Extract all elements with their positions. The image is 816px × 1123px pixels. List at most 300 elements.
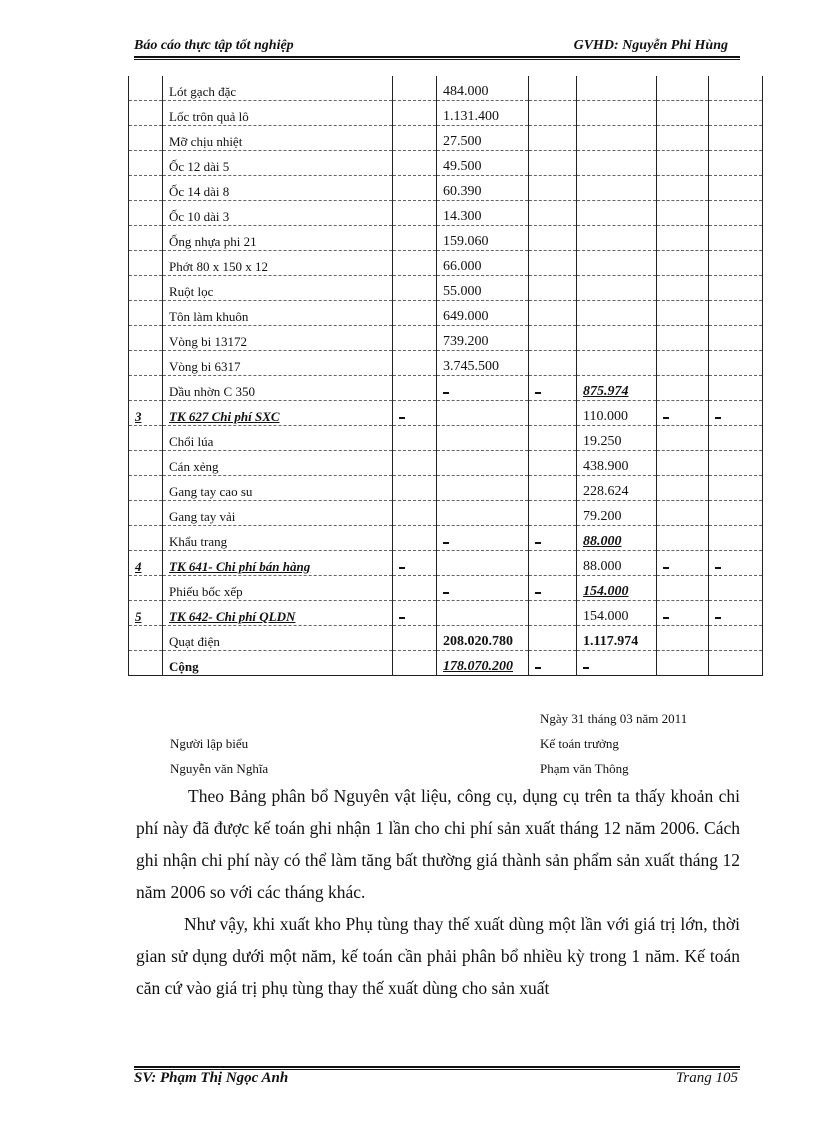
dash-mark xyxy=(399,567,405,569)
table-cell-stt xyxy=(129,476,163,501)
table-cell-c6 xyxy=(577,551,657,576)
table-cell-c5 xyxy=(529,301,577,326)
table-cell-stt xyxy=(129,126,163,151)
table-cell-stt xyxy=(129,601,163,626)
table-cell-c3 xyxy=(393,476,437,501)
table-row xyxy=(129,326,763,351)
dash-mark xyxy=(583,667,589,669)
table-cell-c8 xyxy=(709,176,763,201)
table-cell-c8 xyxy=(709,626,763,651)
table-cell-name xyxy=(163,101,393,126)
table-cell-c7 xyxy=(657,401,709,426)
table-cell-c7 xyxy=(657,101,709,126)
table-cell-c5 xyxy=(529,326,577,351)
header-advisor: GVHD: Nguyễn Phi Hùng xyxy=(573,38,728,53)
table-cell-c8 xyxy=(709,101,763,126)
table-cell-c4 xyxy=(437,201,529,226)
table-cell-c7 xyxy=(657,176,709,201)
table-cell-stt xyxy=(129,76,163,101)
table-cell-c3 xyxy=(393,401,437,426)
table-cell-name xyxy=(163,176,393,201)
table-cell-c6 xyxy=(577,626,657,651)
table-cell-name xyxy=(163,276,393,301)
table-cell-c6 xyxy=(577,451,657,476)
table-cell-c3 xyxy=(393,126,437,151)
table-row xyxy=(129,451,763,476)
table-cell-c7 xyxy=(657,501,709,526)
signature-left-role: Người lập biểu xyxy=(170,736,249,751)
header-report-title: Báo cáo thực tập tốt nghiệp xyxy=(134,38,294,53)
item-name: Lốc trôn quả lô xyxy=(169,109,249,124)
table-cell-c8 xyxy=(709,651,763,676)
item-name: Chổi lúa xyxy=(169,434,214,449)
table-cell-c3 xyxy=(393,101,437,126)
signature-right-role: Kế toán trưởng xyxy=(540,736,619,751)
table-row xyxy=(129,351,763,376)
signature-left-name: Nguyễn văn Nghĩa xyxy=(170,761,269,776)
table-cell-stt xyxy=(129,626,163,651)
table-cell-c5 xyxy=(529,276,577,301)
item-name: Ốc 12 dài 5 xyxy=(169,159,230,174)
table-cell-c8 xyxy=(709,276,763,301)
table-cell-stt xyxy=(129,451,163,476)
item-name: Cán xẻng xyxy=(169,459,219,474)
table-cell-c5 xyxy=(529,76,577,101)
dash-mark xyxy=(443,542,449,544)
table-cell-c6 xyxy=(577,351,657,376)
item-name: TK 642- Chi phí QLDN xyxy=(169,609,296,624)
table-cell-c5 xyxy=(529,226,577,251)
table-cell-c8 xyxy=(709,201,763,226)
table-cell-c3 xyxy=(393,451,437,476)
footer-rule xyxy=(134,1066,740,1068)
table-cell-stt xyxy=(129,101,163,126)
item-name: Mỡ chịu nhiệt xyxy=(169,134,243,149)
table-cell-c4 xyxy=(437,101,529,126)
table-cell-c3 xyxy=(393,176,437,201)
table-cell-c4 xyxy=(437,551,529,576)
table-cell-c6 xyxy=(577,526,657,551)
table-row xyxy=(129,76,763,101)
table-cell-name xyxy=(163,151,393,176)
table-cell-c6 xyxy=(577,201,657,226)
item-name: Phớt 80 x 150 x 12 xyxy=(169,259,268,274)
table-row xyxy=(129,201,763,226)
table-cell-c5 xyxy=(529,101,577,126)
table-cell-c5 xyxy=(529,651,577,676)
amount: 55.000 xyxy=(443,284,482,299)
table-cell-name xyxy=(163,626,393,651)
table-cell-c5 xyxy=(529,451,577,476)
row-number: 3 xyxy=(135,409,142,424)
table-cell-c6 xyxy=(577,501,657,526)
table-cell-c8 xyxy=(709,251,763,276)
table-row xyxy=(129,101,763,126)
table-cell-stt xyxy=(129,301,163,326)
table-cell-name xyxy=(163,576,393,601)
table-cell-name xyxy=(163,326,393,351)
table-row xyxy=(129,226,763,251)
table-cell-stt xyxy=(129,226,163,251)
table-cell-c3 xyxy=(393,376,437,401)
table-cell-c6 xyxy=(577,576,657,601)
table-cell-c4 xyxy=(437,501,529,526)
table-row xyxy=(129,151,763,176)
table-cell-c3 xyxy=(393,651,437,676)
row-number: 5 xyxy=(135,609,142,624)
table-row xyxy=(129,276,763,301)
table-cell-c5 xyxy=(529,151,577,176)
table-cell-c6 xyxy=(577,651,657,676)
table-cell-c4 xyxy=(437,351,529,376)
amount: 3.745.500 xyxy=(443,359,499,374)
table-cell-c6 xyxy=(577,476,657,501)
amount: 49.500 xyxy=(443,159,482,174)
dash-mark xyxy=(663,417,669,419)
table-cell-stt xyxy=(129,276,163,301)
table-cell-name xyxy=(163,76,393,101)
table-cell-c8 xyxy=(709,301,763,326)
table-cell-c7 xyxy=(657,76,709,101)
table-row xyxy=(129,551,763,576)
table-cell-c7 xyxy=(657,451,709,476)
item-name: Ốc 14 dài 8 xyxy=(169,184,230,199)
header-rule-thin xyxy=(134,59,740,60)
signature-right-name: Phạm văn Thông xyxy=(540,761,629,776)
item-name: TK 641- Chi phí bán hàng xyxy=(169,559,311,574)
item-name: Gang tay vải xyxy=(169,509,236,524)
table-cell-c5 xyxy=(529,551,577,576)
table-cell-c3 xyxy=(393,151,437,176)
amount: 484.000 xyxy=(443,84,489,99)
table-cell-c6 xyxy=(577,326,657,351)
table-cell-c5 xyxy=(529,401,577,426)
item-name: Khẩu trang xyxy=(169,534,228,549)
item-name: Ruột lọc xyxy=(169,284,214,299)
page-header xyxy=(134,38,740,56)
table-cell-c7 xyxy=(657,576,709,601)
table-cell-c8 xyxy=(709,401,763,426)
table-cell-c4 xyxy=(437,301,529,326)
table-cell-c7 xyxy=(657,201,709,226)
table-cell-c4 xyxy=(437,176,529,201)
dash-mark xyxy=(535,392,541,394)
table-row xyxy=(129,126,763,151)
row-number: 4 xyxy=(135,559,142,574)
item-name: Cộng xyxy=(169,659,199,674)
table-cell-c3 xyxy=(393,276,437,301)
table-row xyxy=(129,476,763,501)
table-cell-c6 xyxy=(577,276,657,301)
table-row xyxy=(129,651,763,676)
table-cell-c8 xyxy=(709,76,763,101)
table-cell-name xyxy=(163,301,393,326)
amount: 739.200 xyxy=(443,334,489,349)
table-cell-c3 xyxy=(393,576,437,601)
allocation-table xyxy=(128,76,763,676)
amount: 66.000 xyxy=(443,259,482,274)
amount: 88.000 xyxy=(583,559,622,574)
amount: 88.000 xyxy=(583,534,622,549)
table-cell-c8 xyxy=(709,376,763,401)
item-name: TK 627 Chi phí SXC xyxy=(169,409,280,424)
table-cell-name xyxy=(163,551,393,576)
table-cell-c5 xyxy=(529,576,577,601)
table-cell-c6 xyxy=(577,226,657,251)
table-cell-c7 xyxy=(657,151,709,176)
table-cell-c4 xyxy=(437,476,529,501)
table-cell-name xyxy=(163,451,393,476)
table-cell-stt xyxy=(129,501,163,526)
table-cell-c7 xyxy=(657,376,709,401)
table-cell-stt xyxy=(129,426,163,451)
table-cell-stt xyxy=(129,526,163,551)
paragraph: Theo Bảng phân bổ Nguyên vật liệu, công cụ, dụng cụ trên ta thấy khoản chi phí này đã được kế toán ghi nhận 1 lần cho chi phí sản xuất tháng 12 năm 2006. Cách ghi nhận chi phí này có thể làm tăng bất thường giá thành sản phẩm sản xuất tháng 12 năm 2006 so với các tháng khác. xyxy=(136,786,740,902)
table-cell-c5 xyxy=(529,476,577,501)
page-number: Trang 105 xyxy=(675,1070,738,1086)
table-cell-c3 xyxy=(393,226,437,251)
table-body xyxy=(129,76,763,676)
table-row xyxy=(129,501,763,526)
dash-mark xyxy=(535,542,541,544)
table-cell-c4 xyxy=(437,526,529,551)
table-cell-c3 xyxy=(393,326,437,351)
table-cell-c5 xyxy=(529,501,577,526)
table-cell-c8 xyxy=(709,451,763,476)
table-cell-c7 xyxy=(657,426,709,451)
table-cell-c5 xyxy=(529,626,577,651)
table-cell-c4 xyxy=(437,126,529,151)
table-cell-c6 xyxy=(577,76,657,101)
item-name: Vòng bi 6317 xyxy=(169,359,241,374)
table-cell-c8 xyxy=(709,226,763,251)
item-name: Ống nhựa phi 21 xyxy=(169,234,257,249)
amount: 649.000 xyxy=(443,309,489,324)
table-row xyxy=(129,176,763,201)
table-cell-c3 xyxy=(393,501,437,526)
table-cell-name xyxy=(163,251,393,276)
table-cell-c8 xyxy=(709,326,763,351)
table-cell-c3 xyxy=(393,626,437,651)
table-cell-c8 xyxy=(709,601,763,626)
table-cell-c4 xyxy=(437,401,529,426)
table-cell-c6 xyxy=(577,126,657,151)
table-cell-c4 xyxy=(437,626,529,651)
dash-mark xyxy=(715,417,721,419)
table-cell-c6 xyxy=(577,251,657,276)
dash-mark xyxy=(399,617,405,619)
table-cell-c5 xyxy=(529,126,577,151)
footer-student: SV: Phạm Thị Ngọc Anh xyxy=(134,1070,289,1086)
table-cell-c4 xyxy=(437,451,529,476)
table-cell-c6 xyxy=(577,601,657,626)
amount: 438.900 xyxy=(583,459,629,474)
table-cell-c6 xyxy=(577,376,657,401)
dash-mark xyxy=(715,567,721,569)
amount: 1.131.400 xyxy=(443,109,499,124)
amount: 60.390 xyxy=(443,184,482,199)
table-cell-c8 xyxy=(709,126,763,151)
dash-mark xyxy=(443,592,449,594)
table-cell-stt xyxy=(129,351,163,376)
table-cell-c4 xyxy=(437,226,529,251)
table-cell-c7 xyxy=(657,226,709,251)
table-cell-c7 xyxy=(657,601,709,626)
item-name: Tôn làm khuôn xyxy=(169,309,249,324)
table-cell-c4 xyxy=(437,601,529,626)
table-cell-c6 xyxy=(577,301,657,326)
paragraph: Như vậy, khi xuất kho Phụ tùng thay thế xuất dùng một lần với giá trị lớn, thời gian sử dụng dưới một năm, kế toán cần phải phân bổ nhiều kỳ trong 1 năm. Kế toán căn cứ vào giá trị phụ tùng thay thế xuất dùng cho sản xuất xyxy=(136,914,740,998)
table-cell-c3 xyxy=(393,76,437,101)
amount: 154.000 xyxy=(583,584,629,599)
table-cell-c5 xyxy=(529,376,577,401)
table-cell-c3 xyxy=(393,426,437,451)
table-cell-name xyxy=(163,401,393,426)
header-rule xyxy=(134,56,740,58)
table-cell-name xyxy=(163,376,393,401)
dash-mark xyxy=(399,417,405,419)
table-cell-c3 xyxy=(393,551,437,576)
item-name: Lót gạch đặc xyxy=(169,84,237,99)
table-cell-c4 xyxy=(437,426,529,451)
amount: 27.500 xyxy=(443,134,482,149)
item-name: Quạt điện xyxy=(169,634,220,649)
table-row xyxy=(129,376,763,401)
table-cell-name xyxy=(163,651,393,676)
table-cell-stt xyxy=(129,551,163,576)
table-cell-name xyxy=(163,476,393,501)
table-cell-c3 xyxy=(393,351,437,376)
table-cell-c7 xyxy=(657,276,709,301)
table-cell-c4 xyxy=(437,151,529,176)
table-cell-c3 xyxy=(393,301,437,326)
amount: 110.000 xyxy=(583,409,628,424)
amount: 14.300 xyxy=(443,209,482,224)
table-cell-c4 xyxy=(437,651,529,676)
table-cell-c5 xyxy=(529,201,577,226)
table-cell-c4 xyxy=(437,576,529,601)
amount: 208.020.780 xyxy=(443,634,513,649)
table-cell-stt xyxy=(129,376,163,401)
table-row xyxy=(129,576,763,601)
dash-mark xyxy=(535,667,541,669)
page-footer xyxy=(134,1070,740,1090)
table-cell-c7 xyxy=(657,651,709,676)
table-row xyxy=(129,251,763,276)
table-cell-c8 xyxy=(709,476,763,501)
item-name: Dầu nhờn C 350 xyxy=(169,384,255,399)
table-cell-c6 xyxy=(577,176,657,201)
table-cell-c8 xyxy=(709,426,763,451)
table-cell-c4 xyxy=(437,376,529,401)
table-cell-stt xyxy=(129,201,163,226)
table-row xyxy=(129,401,763,426)
table-row xyxy=(129,301,763,326)
item-name: Ốc 10 dài 3 xyxy=(169,209,230,224)
table-cell-c8 xyxy=(709,526,763,551)
table-cell-c5 xyxy=(529,526,577,551)
amount: 159.060 xyxy=(443,234,489,249)
table-cell-name xyxy=(163,226,393,251)
table-row xyxy=(129,626,763,651)
amount: 875.974 xyxy=(583,384,629,399)
dash-mark xyxy=(715,617,721,619)
amount: 154.000 xyxy=(583,609,629,624)
table-cell-c4 xyxy=(437,76,529,101)
dash-mark xyxy=(663,567,669,569)
dash-mark xyxy=(535,592,541,594)
table-cell-name xyxy=(163,126,393,151)
table-cell-c3 xyxy=(393,601,437,626)
table-cell-c5 xyxy=(529,426,577,451)
table-cell-c7 xyxy=(657,351,709,376)
table-cell-c8 xyxy=(709,351,763,376)
table-cell-name xyxy=(163,601,393,626)
table-cell-stt xyxy=(129,151,163,176)
table-cell-c8 xyxy=(709,501,763,526)
table-cell-stt xyxy=(129,176,163,201)
table-cell-c3 xyxy=(393,201,437,226)
table-cell-name xyxy=(163,201,393,226)
table-cell-c7 xyxy=(657,251,709,276)
table-cell-c4 xyxy=(437,276,529,301)
dash-mark xyxy=(663,617,669,619)
table-cell-c7 xyxy=(657,126,709,151)
table-cell-c7 xyxy=(657,301,709,326)
table-cell-stt xyxy=(129,251,163,276)
table-cell-c5 xyxy=(529,601,577,626)
table-cell-c7 xyxy=(657,326,709,351)
table-cell-c7 xyxy=(657,526,709,551)
table-cell-c7 xyxy=(657,476,709,501)
item-name: Vòng bi 13172 xyxy=(169,334,247,349)
table-cell-c6 xyxy=(577,101,657,126)
table-row xyxy=(129,426,763,451)
dash-mark xyxy=(443,392,449,394)
amount: 1.117.974 xyxy=(583,634,639,649)
item-name: Gang tay cao su xyxy=(169,484,253,499)
table-cell-c3 xyxy=(393,251,437,276)
table-cell-c4 xyxy=(437,326,529,351)
amount: 79.200 xyxy=(583,509,622,524)
table-cell-c5 xyxy=(529,251,577,276)
table-cell-c6 xyxy=(577,401,657,426)
table-cell-c5 xyxy=(529,176,577,201)
table-cell-c6 xyxy=(577,151,657,176)
table-cell-c4 xyxy=(437,251,529,276)
table-cell-c5 xyxy=(529,351,577,376)
table-cell-c8 xyxy=(709,551,763,576)
table-cell-stt xyxy=(129,401,163,426)
amount: 228.624 xyxy=(583,484,629,499)
table-cell-stt xyxy=(129,326,163,351)
table-cell-c7 xyxy=(657,551,709,576)
body-text xyxy=(136,780,740,1004)
table-cell-c8 xyxy=(709,151,763,176)
table-cell-c6 xyxy=(577,426,657,451)
item-name: Phiếu bốc xếp xyxy=(169,584,243,599)
table-cell-stt xyxy=(129,651,163,676)
table-cell-c7 xyxy=(657,626,709,651)
table-cell-name xyxy=(163,351,393,376)
table-cell-name xyxy=(163,526,393,551)
amount: 178.070.200 xyxy=(443,659,513,674)
table-cell-name xyxy=(163,501,393,526)
table-cell-name xyxy=(163,426,393,451)
table-cell-c3 xyxy=(393,526,437,551)
table-cell-c8 xyxy=(709,576,763,601)
amount: 19.250 xyxy=(583,434,622,449)
